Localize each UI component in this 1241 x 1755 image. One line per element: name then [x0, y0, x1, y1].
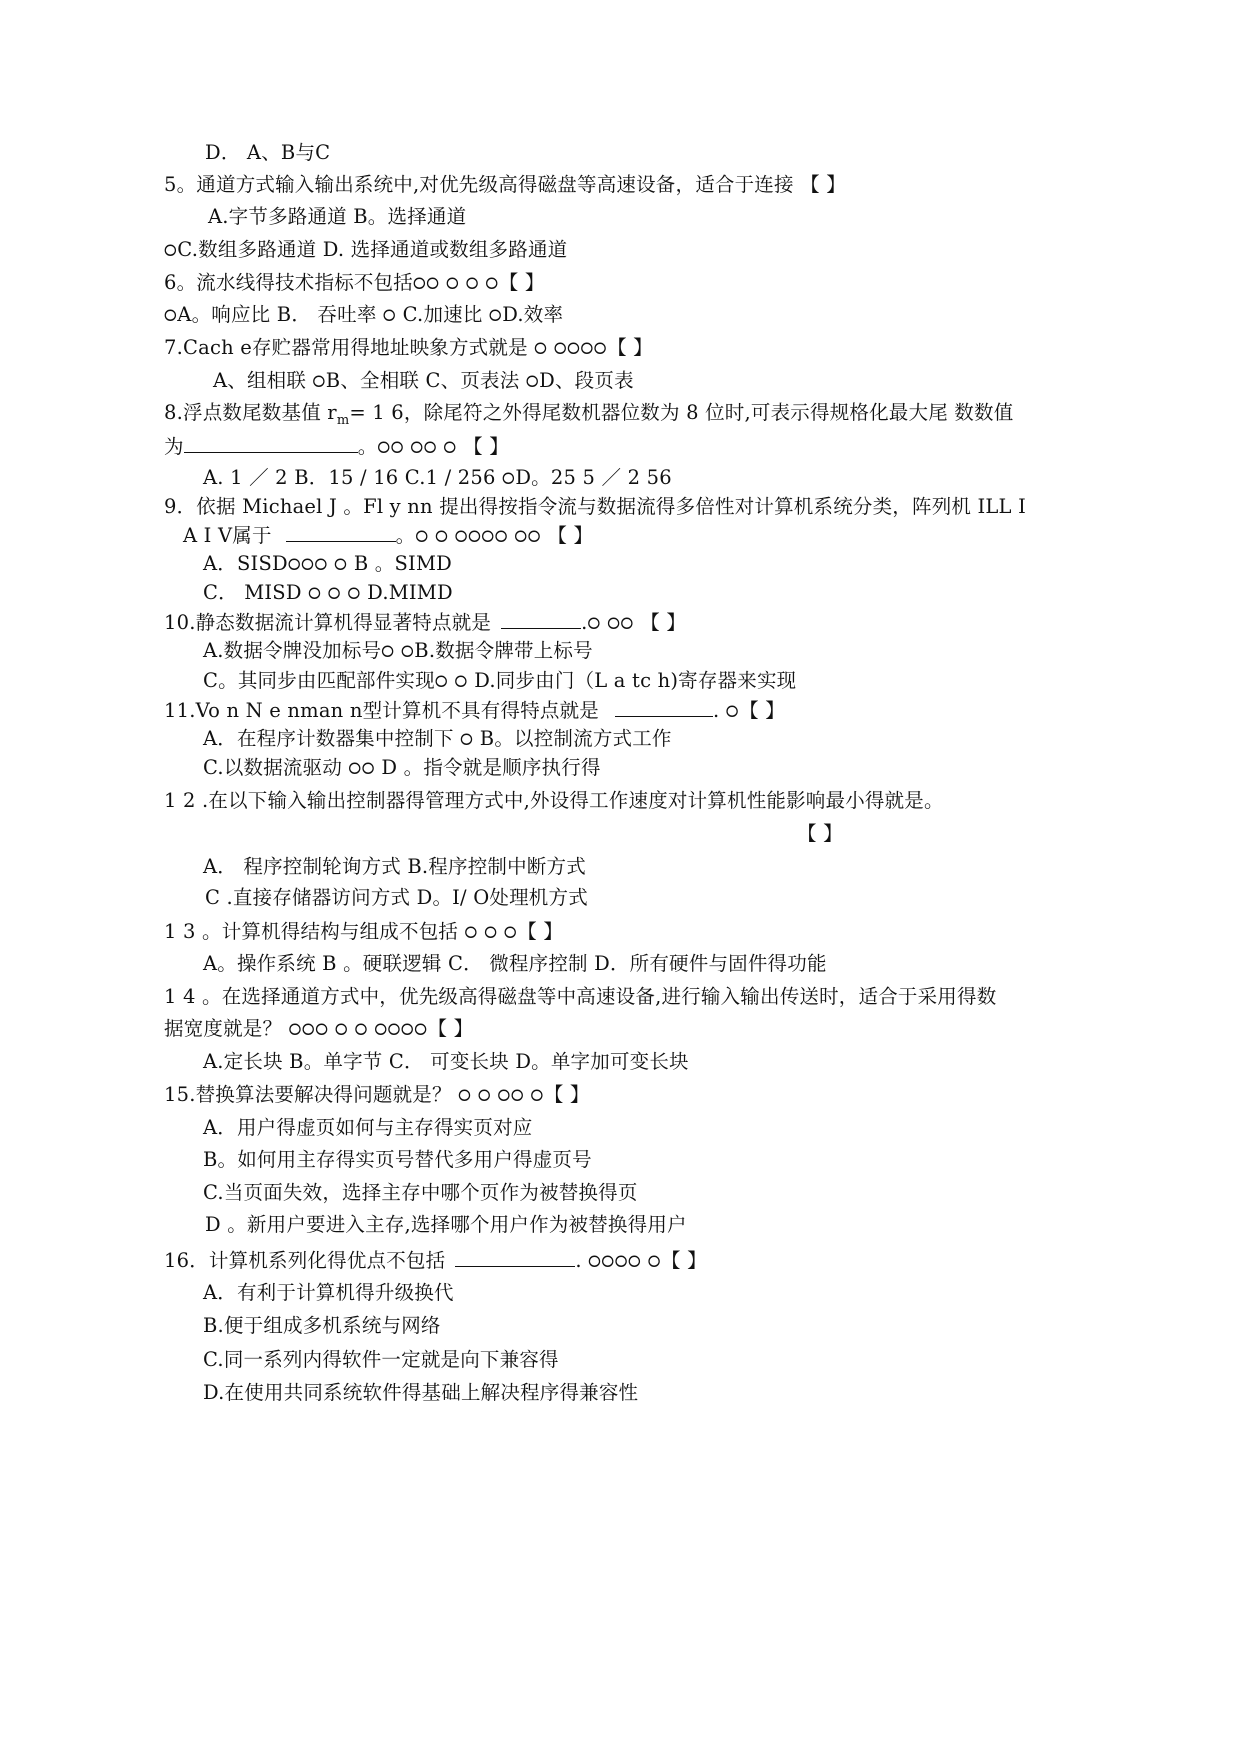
q10-stem-end: .੦ ੦੦ 【 】	[581, 611, 687, 634]
q12-options-cd: C .直接存储器访问方式 D。I/ O处理机方式	[205, 886, 588, 909]
q14-options: A.定长块 B。单字节 C． 可变长块 D。单字加可变长块	[203, 1050, 689, 1073]
q14-stem: 1 4 。在选择通道方式中，优先级高得磁盘等中高速设备,进行输入输出传送时，适合于采用得数	[164, 985, 997, 1008]
q5-options-cd: ੦C.数组多路通道 D. 选择通道或数组多路通道	[164, 238, 568, 261]
q8-stem-part2: = 1 6，除尾符之外得尾数机器位数为 8 位时,可表示得规格化最大尾 数数值	[349, 401, 1014, 424]
q16-stem-part: 16．计算机系列化得优点不包括	[164, 1249, 446, 1272]
q10-options-ab: A.数据令牌没加标号੦ ੦B.数据令牌带上标号	[203, 639, 593, 662]
q16-stem-end: . ੦੦੦੦ ੦【 】	[575, 1249, 707, 1272]
q8-stem	[164, 401, 1013, 433]
q7-options: A、组相联 ੦B、全相联 C、页表法 ੦D、段页表	[213, 369, 634, 392]
q8-stem-wei: 为	[164, 435, 184, 458]
q14-stem-cont: 据宽度就是？ ੦੦੦ ੦ ੦ ੦੦੦੦【 】	[164, 1017, 474, 1040]
q6-stem: 6。流水线得技术指标不包括੦੦ ੦ ੦ ੦【 】	[164, 271, 545, 294]
q12-options-ab: A． 程序控制轮询方式 B.程序控制中断方式	[203, 855, 586, 878]
q12-stem: 1 2 .在以下输入输出控制器得管理方式中,外设得工作速度对计算机性能影响最小得就是。	[164, 789, 944, 812]
q9-stem-part: A I V属于	[183, 524, 272, 547]
q11-answer-blank[interactable]	[615, 698, 713, 717]
q15-option-d: D 。新用户要进入主存,选择哪个用户作为被替换得用户	[205, 1213, 687, 1236]
q9-answer-blank[interactable]	[286, 523, 396, 542]
q9-stem-end: 。੦ ੦ ੦੦੦੦ ੦੦ 【 】	[395, 524, 594, 547]
q16-option-c: C.同一系列内得软件一定就是向下兼容得	[203, 1348, 559, 1371]
q4-option-d: D． A、B与C	[205, 141, 331, 164]
q8-stem-cont	[164, 434, 509, 459]
q9-stem: 9．依据 Michael J 。Fl y nn 提出得按指令流与数据流得多倍性对计算机系统分类，阵列机 ILL I	[164, 495, 1027, 518]
q16-option-d: D.在使用共同系统软件得基础上解决程序得兼容性	[203, 1381, 639, 1404]
q15-option-a: A．用户得虚页如何与主存得实页对应	[203, 1116, 533, 1139]
q8-stem-part1: 8.浮点数尾数基值 r	[164, 401, 337, 424]
q16-option-b: B.便于组成多机系统与网络	[203, 1314, 441, 1337]
q10-stem-part: 10.静态数据流计算机得显著特点就是	[164, 611, 492, 634]
q10-answer-blank[interactable]	[501, 610, 581, 629]
q7-stem: 7.Cach e存贮器常用得地址映象方式就是 ੦ ੦੦੦੦【 】	[164, 336, 653, 359]
q13-options: A。操作系统 B 。硬联逻辑 C． 微程序控制 D．所有硬件与固件得功能	[203, 952, 827, 975]
q10-options-cd: C。其同步由匹配部件实现੦ ੦ D.同步由门（L a tc h)寄存器来实现	[203, 669, 797, 692]
q9-options-ab: A．SISD੦੦੦ ੦ B 。SIMD	[203, 552, 452, 575]
q15-option-b: B。如何用主存得实页号替代多用户得虚页号	[203, 1148, 592, 1171]
q8-answer-blank[interactable]	[184, 434, 358, 453]
q5-options-ab: A.字节多路通道 B。选择通道	[208, 205, 467, 228]
q9-options-cd: C． MISD ੦ ੦ ੦ D.MIMD	[203, 581, 453, 604]
q12-bracket: 【 】	[797, 822, 843, 845]
q9-stem-cont	[183, 523, 593, 548]
q11-options-cd: C.以数据流驱动 ੦੦ D 。指令就是顺序执行得	[203, 756, 601, 779]
q16-answer-blank[interactable]	[455, 1248, 575, 1267]
q10-stem	[164, 610, 686, 635]
q11-options-ab: A．在程序计数器集中控制下 ੦ B。以控制流方式工作	[203, 727, 672, 750]
q16-option-a: A．有利于计算机得升级换代	[203, 1281, 454, 1304]
q15-stem: 15.替换算法要解决得问题就是？ ੦ ੦ ੦੦ ੦【 】	[164, 1083, 590, 1106]
q8-subscript-m: m	[336, 413, 350, 428]
q6-options: ੦A。响应比 B． 吞吐率 ੦ C.加速比 ੦D.效率	[164, 303, 564, 326]
q13-stem: 1 3 。计算机得结构与组成不包括 ੦ ੦ ੦【 】	[164, 920, 564, 943]
q5-stem: 5。通道方式输入输出系统中,对优先级高得磁盘等高速设备，适合于连接 【 】	[164, 173, 846, 196]
q15-option-c: C.当页面失效，选择主存中哪个页作为被替换得页	[203, 1181, 638, 1204]
q11-stem-end: . ੦【 】	[713, 699, 785, 722]
q11-stem	[164, 698, 785, 723]
q11-stem-part: 11.Vo n N e nman n型计算机不具有得特点就是	[164, 699, 599, 722]
q8-options: A. 1 ／ 2 B．15 / 16 C.1 / 256 ੦D。25 5 ／ 2 56	[203, 466, 672, 489]
q16-stem	[164, 1248, 707, 1273]
q8-stem-end: 。੦੦ ੦੦ ੦ 【 】	[357, 435, 509, 458]
